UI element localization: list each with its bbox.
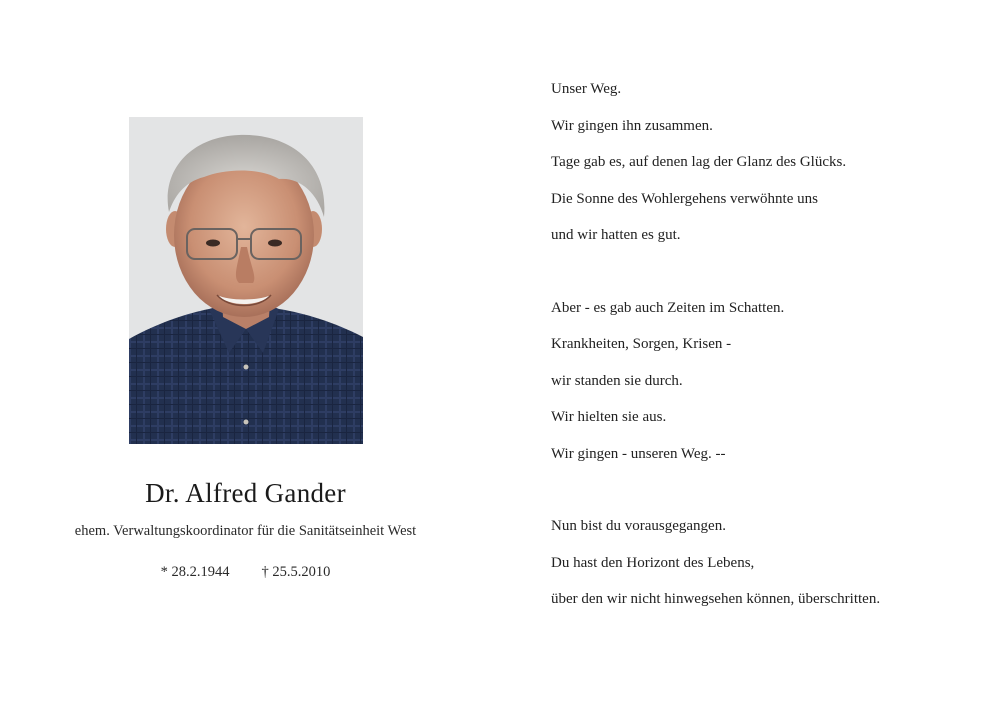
portrait-photo xyxy=(129,117,363,444)
stanza-divider xyxy=(551,480,971,516)
poem-line: Aber - es gab auch Zeiten im Schatten. xyxy=(551,299,785,316)
poem-line: über den wir nicht hinwegsehen können, überschritten. xyxy=(551,591,881,607)
poem-line: Du hast den Horizont des Lebens, xyxy=(551,554,755,571)
poem-line: Nun bist du vorausgegangen. xyxy=(551,518,726,534)
poem-line: und wir hatten es gut. xyxy=(551,227,681,243)
life-dates xyxy=(0,564,491,581)
stanza-divider xyxy=(551,262,971,298)
poem-line: Wir gingen - unseren Weg. -- xyxy=(551,445,726,462)
poem-line: Die Sonne des Wohlergehens verwöhnte uns xyxy=(551,190,818,207)
poem xyxy=(551,79,971,626)
birth-date: * 28.2.1944 xyxy=(160,564,230,580)
poem-stanza-3 xyxy=(551,516,971,626)
poem-stanza-1 xyxy=(551,79,971,262)
deceased-title: ehem. Verwaltungskoordinator für die Sanitätseinheit West xyxy=(74,523,417,539)
poem-line: Unser Weg. xyxy=(551,81,622,97)
poem-line: Krankheiten, Sorgen, Krisen - xyxy=(551,336,732,352)
poem-stanza-2 xyxy=(551,298,971,481)
poem-line: Tage gab es, auf denen lag der Glanz des Glücks. xyxy=(551,154,847,170)
poem-line: Wir hielten sie aus. xyxy=(551,409,667,425)
poem-line: wir standen sie durch. xyxy=(551,372,683,389)
poem-line: Wir gingen ihn zusammen. xyxy=(551,117,713,134)
death-date: † 25.5.2010 xyxy=(261,564,331,580)
deceased-name: Dr. Alfred Gander xyxy=(145,478,346,508)
portrait-image xyxy=(129,117,363,444)
